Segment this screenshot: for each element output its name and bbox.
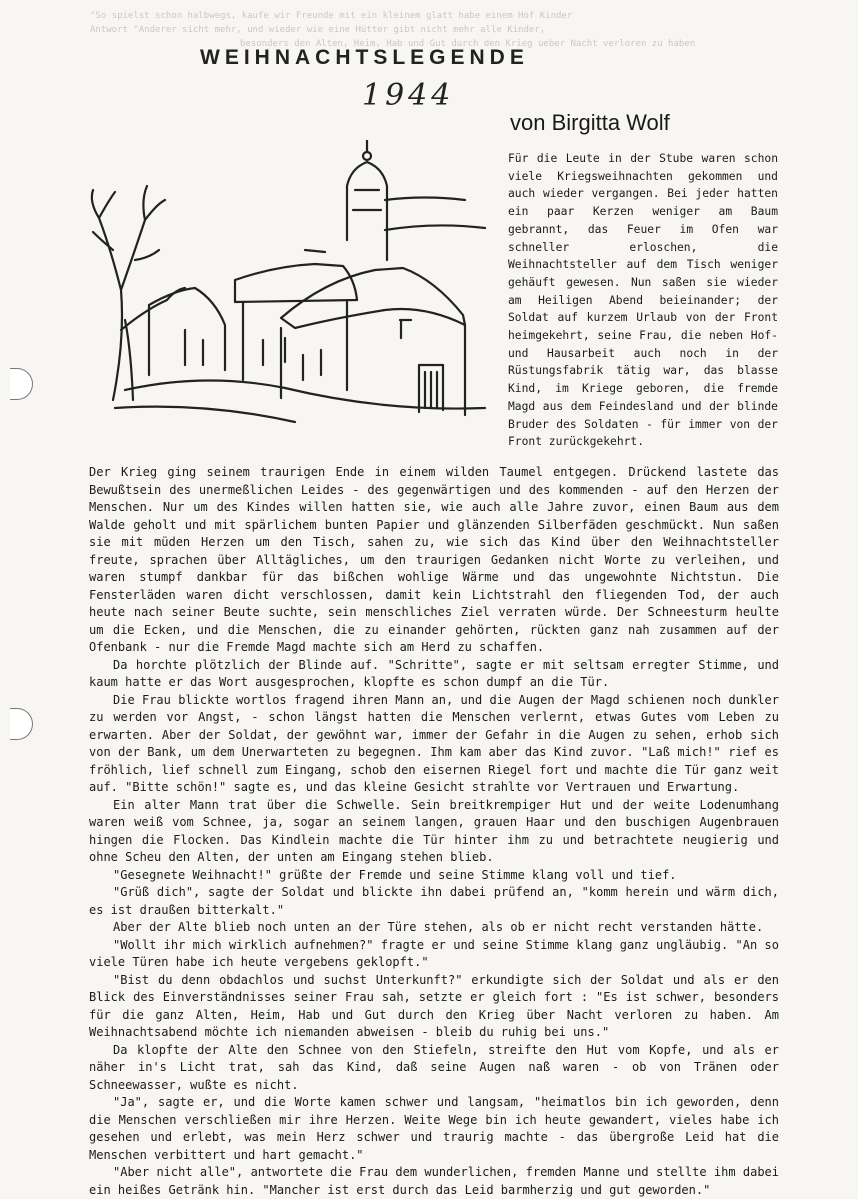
paragraph: "Ja", sagte er, und die Worte kamen schwer und langsam, "heimatlos bin ich geworden, denn die Menschen verschließen mir ihre Herzen. Weite Wege bin ich heute gewandert, vieles habe ich gesehen und erlebt, was mein Herz schwer und traurig machte - das übergroße Leid hat die Menschen verbittert und hart gemacht." — [89, 1095, 779, 1162]
handwritten-year: 1944 — [362, 78, 455, 113]
punch-hole-top — [10, 368, 33, 400]
ghost-line: Antwort "Anderer sicht mehr, und wieder wie eine Hütter gibt nicht mehr alle Kinder, — [90, 25, 546, 35]
ghost-line: besonders den Alten, Heim, Hab und Gut durch den Krieg ueber Nacht verloren zu haben — [240, 39, 696, 49]
paragraph: Der Krieg ging seinem traurigen Ende in einem wilden Taumel entgegen. Drückend lastete das Bewußtsein des unermeßlichen Leides - des gegenwärtigen und des kommenden - auf den Herzen der Menschen. Nur um des Kindes willen hatten sie, wie auch alle Jahre zuvor, einen Baum aus dem Walde geholt und mit spärlichem bunten Papier und glänzenden Silberfäden geschmückt. Nun saßen sie mit müden Herzen um den Tisch, sahen zu, wie sich das Kind über den Weihnachtsteller freute, sprachen über Alltägliches, um den traurigen Gedanken nicht Worte zu verleihen, und waren stumpf dankbar für das bißchen wohlige Wärme und das ungewohnte Nichtstun. Die Fensterläden waren dicht verschlossen, damit kein Lichtstrahl den fliegenden Tod, der auch heute nach seiner Beute suchte, sein menschliches Ziel verraten würde. Der Schneesturm heulte um die Ecken, und die Menschen, die zu einander gehörten, rückten ganz nah zusammen auf der Ofenbank - nur die Fremde Magd machte sich am Herd zu schaffen. — [89, 465, 779, 654]
paragraph: Die Frau blickte wortlos fragend ihren Mann an, und die Augen der Magd schienen noch dunkler zu werden vor Angst, - schon längst hatten die Menschen verlernt, etwas Gutes vom Leben zu erwarten. Aber der Soldat, der gewöhnt war, immer der Gefahr in die Augen zu sehen, erhob sich von der Bank, um dem Unerwarteten zu begegnen. Ihm kam aber das Kind zuvor. "Laß mich!" rief es fröhlich, lief schnell zum Eingang, schob den eisernen Riegel fort und machte die Tür ganz weit auf. "Bitte schön!" sagte es, und das kleine Gesicht strahlte vor Vertrauen und Erwartung. — [89, 692, 779, 794]
bare-tree — [92, 186, 185, 400]
story-title: WEIHNACHTSLEGENDE — [200, 46, 529, 69]
door — [419, 365, 443, 412]
paragraph: "Aber nicht alle", antwortete die Frau dem wunderlichen, fremden Manne und stellte ihm dabei ein heißes Getränk hin. "Mancher ist erst durch das Leid barmherzig und gut geworden." — [89, 1165, 779, 1197]
house-front — [281, 268, 465, 328]
paragraph: "Grüß dich", sagte der Soldat und blickte ihn dabei prüfend an, "komm herein und wärm dich, es ist draußen bitterkalt." — [89, 885, 779, 917]
paragraph: Da horchte plötzlich der Blinde auf. "Schritte", sagte er mit seltsam erregter Stimme, und kaum hatte er das Wort ausgesprochen, klopfte es schon dumpf an die Tür. — [89, 657, 779, 689]
intro-paragraph: Für die Leute in der Stube waren schon viele Kriegsweihnachten gekommen und auch wieder vergangen. Bei jeder hatten ein paar Kerzen weniger am Baum gebrannt, das Feuer im Ofen war schneller erloschen, die Weihnachtsteller auf dem Tisch weniger gehäuft gewesen. Nun saßen sie wieder am Heiligen Abend beieinander; der Soldat auf kurzem Urlaub von der Front heimgekehrt, seine Frau, die neben Hof- und Hausarbeit auch noch in der Rüstungsfabrik tätig war, das blasse Kind, im Kriege geboren, die fremde Magd aus dem Feindesland und der blinde Bruder des Soldaten - für immer von der Front zurückgekehrt. — [508, 152, 778, 449]
house-middle — [235, 264, 357, 302]
paragraph: Ein alter Mann trat über die Schwelle. Sein breitkrempiger Hut und der weite Lodenumhang waren weiß vom Schnee, ja, sogar an seinem langen, grauen Haar und den buschigen Augenbrauen hingen die Flocken. Das Kindlein machte die Tür hinter ihm zu und betrachtete neugierig und ohne Scheu den Alten, der unten am Eingang stehen blieb. — [89, 797, 779, 864]
ghost-line: "So spielst schon halbwegs, kaufe wir Freunde mit ein kleinem glatt habe einem Hof Kinder — [90, 11, 573, 21]
paragraph: Da klopfte der Alte den Schnee von den Stiefeln, streifte den Hut vom Kopfe, und als er näher in's Licht trat, sah das Kind, daß seine Augen naß waren - ob von Tränen oder Schneewasser, wußte es nicht. — [89, 1042, 779, 1092]
intro-column — [508, 150, 778, 451]
paragraph: "Wollt ihr mich wirklich aufnehmen?" fragte er und seine Stimme klang ganz ungläubig. "An so viele Türen habe ich heute vergebens geklopft." — [89, 937, 779, 969]
tower-knob — [363, 152, 371, 160]
story-body — [89, 464, 779, 1199]
punch-hole-bottom — [10, 708, 33, 740]
author-byline: von Birgitta Wolf — [510, 110, 670, 135]
paragraph: "Bist du denn obdachlos und suchst Unterkunft?" erkundigte sich der Soldat und als er den Blick des Einverständnisses seiner Frau sah, setzte er gleich fort : "Es ist schwer, besonders für die ganz Alten, Heim, Hab und Gut durch den Krieg über Nacht verloren zu haben. Am Weihnachtsabend möchte ich niemanden abweisen - bleib du ruhig bei uns." — [89, 972, 779, 1039]
show-through-text — [90, 0, 830, 52]
village-illustration — [85, 140, 495, 440]
house-left — [149, 288, 225, 375]
paragraph: "Gesegnete Weihnacht!" grüßte der Fremde und seine Stimme klang voll und tief. — [113, 867, 677, 882]
paragraph: Aber der Alte blieb noch unten an der Türe stehen, als ob er nicht recht verstanden hätte. — [113, 920, 764, 934]
